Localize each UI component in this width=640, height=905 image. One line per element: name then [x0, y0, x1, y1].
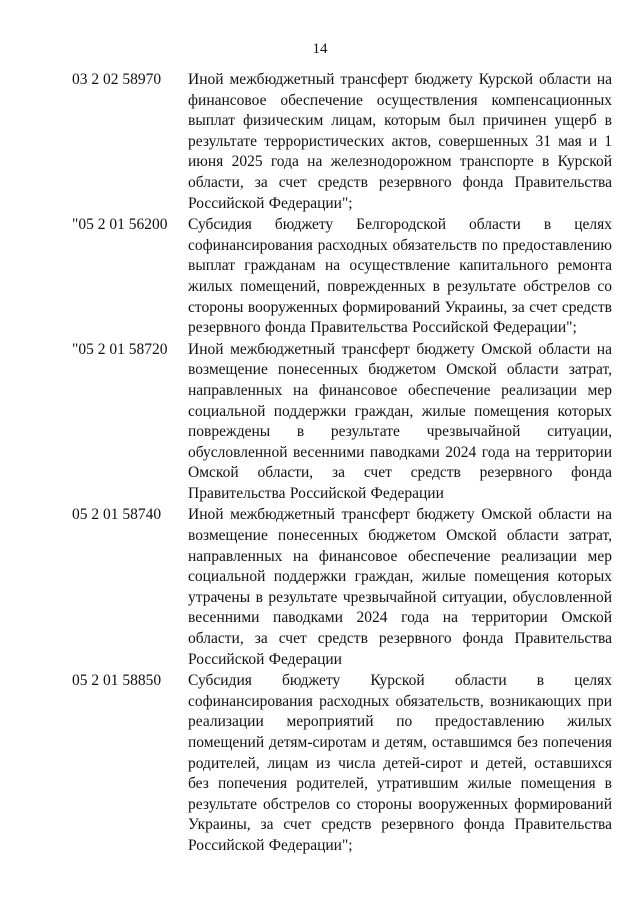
budget-entry-description: Иной межбюджетный трансферт бюджету Курской области на финансовое обеспечение осуществления компенсационных выплат физическим лицам, которым был причинен ущерб в результате террористических актов, совершенных 31 мая и 1 июня 2025 года на железнодорожном транспорте в Курской области, за счет средств резервного фонда Правительства Российской Федерации";: [188, 71, 612, 212]
budget-entry: [72, 671, 612, 856]
budget-entry-code: "05 2 01 56200: [72, 216, 168, 234]
budget-entry: [72, 340, 612, 505]
budget-entry-code: 05 2 01 58850: [72, 672, 162, 690]
budget-entry: [72, 505, 612, 670]
budget-entry-description: Субсидия бюджету Курской области в целях софинансирования расходных обязательств, возникающих при реализации мероприятий по предоставлению жилых помещений детям-сиротам и детям, оставшимся без попечения родителей, лицам из числа детей-сирот и детей, оставшихся без попечения родителей, утратившим жилые помещения в результате обстрелов со стороны вооруженных формирований Украины, за счет средств резервного фонда Правительства Российской Федерации";: [188, 672, 612, 854]
budget-entry-code: 03 2 02 58970: [72, 71, 162, 88]
budget-entry-description: Иной межбюджетный трансферт бюджету Омской области на возмещение понесенных бюджетом Омской области затрат, направленных на финансовое обеспечение реализации мер социальной поддержки граждан, жилые помещения которых утрачены в результате чрезвычайной ситуации, обусловленной весенними паводками 2024 года на территории Омской области, за счет средств резервного фонда Правительства Российской Федерации: [188, 506, 612, 668]
budget-entry: [72, 215, 612, 339]
budget-code-list: [72, 70, 612, 858]
budget-entry-code: 05 2 01 58740: [72, 506, 162, 524]
page-number: 14: [312, 41, 328, 57]
budget-entry-description: Иной межбюджетный трансферт бюджету Омской области на возмещение понесенных бюджетом Омской области затрат, направленных на финансовое обеспечение реализации мер социальной поддержки граждан, жилые помещения которых повреждены в результате чрезвычайной ситуации, обусловленной весенними паводками 2024 года на территории Омской области, за счет средств резервного фонда Правительства Российской Федерации: [188, 340, 612, 502]
budget-entry-description: Субсидия бюджету Белгородской области в целях софинансирования расходных обязательств по предоставлению выплат гражданам на осуществление капитального ремонта жилых помещений, поврежденных в результате обстрелов со стороны вооруженных формирований Украины, за счет средств резервного фонда Правительства Российской Федерации";: [188, 216, 612, 337]
budget-entry-code: "05 2 01 58720: [72, 340, 168, 358]
budget-entry: [72, 70, 612, 214]
